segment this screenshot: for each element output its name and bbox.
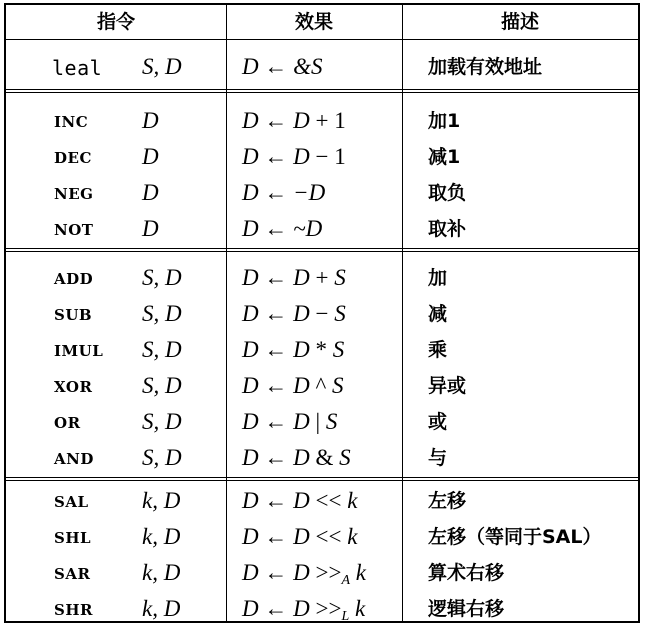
operands: k, D — [142, 524, 181, 549]
operands: k, D — [142, 488, 181, 513]
effect: D ← $D >>_L$ k — [242, 596, 366, 624]
effect: D ← $D >>_A$ k — [242, 560, 366, 588]
description: 左移（等同于SAL） — [428, 526, 602, 548]
table-row — [6, 49, 638, 85]
table-header — [6, 5, 638, 40]
description: 加1 — [428, 110, 461, 132]
effect: D ← D << k — [242, 524, 358, 549]
opcode: SAL — [54, 493, 89, 511]
table-row — [6, 591, 638, 627]
table-row — [6, 440, 638, 476]
opcode: IMUL — [54, 342, 104, 360]
table-row — [6, 175, 638, 211]
opcode: SAR — [54, 565, 91, 583]
effect: D ← D − 1 — [242, 144, 346, 169]
description: 左移 — [428, 490, 467, 512]
header-instruction: 指令 — [96, 11, 135, 33]
effect: D ← D ^ S — [242, 373, 344, 398]
description: 或 — [428, 411, 448, 433]
operands: D — [142, 108, 159, 133]
operands: S, D — [142, 373, 182, 398]
effect: D ← D << k — [242, 488, 358, 513]
opcode: leal — [52, 56, 103, 80]
table-row — [6, 404, 638, 440]
operands: k, D — [142, 596, 181, 621]
effect: D ← −D — [242, 180, 326, 205]
effect: D ← D + 1 — [242, 108, 346, 133]
effect: D ← D + S — [242, 265, 346, 290]
description: 加 — [428, 267, 448, 289]
operands: D — [142, 180, 159, 205]
opcode: SHL — [54, 529, 92, 547]
description: 加载有效地址 — [428, 56, 543, 78]
effect: D ← &S — [242, 54, 323, 79]
description: 取补 — [428, 218, 467, 240]
header-description: 描述 — [500, 11, 539, 33]
table-row — [6, 519, 638, 555]
operands: S, D — [142, 409, 182, 434]
effect: D ← D | S — [242, 409, 338, 434]
operands: S, D — [142, 54, 182, 79]
section-separator — [6, 477, 638, 481]
description: 与 — [428, 447, 448, 469]
table-row — [6, 483, 638, 519]
description: 取负 — [428, 182, 467, 204]
operands: D — [142, 144, 159, 169]
effect: D ← D − S — [242, 301, 346, 326]
section-separator — [6, 89, 638, 93]
opcode: NOT — [54, 221, 94, 239]
opcode: SUB — [54, 306, 93, 324]
table-row — [6, 139, 638, 175]
description: 逻辑右移 — [428, 598, 505, 620]
opcode: DEC — [54, 149, 92, 167]
operands: D — [142, 216, 159, 241]
table-row — [6, 211, 638, 247]
opcode: XOR — [54, 378, 93, 396]
operands: S, D — [142, 445, 182, 470]
description: 减1 — [428, 146, 461, 168]
opcode: SHR — [54, 601, 93, 619]
opcode: ADD — [54, 270, 94, 288]
opcode: AND — [54, 450, 94, 468]
description: 减 — [428, 303, 448, 325]
operands: S, D — [142, 337, 182, 362]
operands: S, D — [142, 265, 182, 290]
operands: k, D — [142, 560, 181, 585]
header-effect: 效果 — [294, 11, 333, 33]
effect: D ← ~D — [242, 216, 323, 241]
description: 算术右移 — [428, 562, 505, 584]
effect: D ← D * S — [242, 337, 345, 362]
description: 乘 — [428, 339, 448, 361]
table-row — [6, 260, 638, 296]
operands: S, D — [142, 301, 182, 326]
opcode: OR — [54, 414, 81, 432]
opcode: INC — [54, 113, 89, 131]
description: 异或 — [428, 375, 467, 397]
table-row — [6, 103, 638, 139]
table-row — [6, 332, 638, 368]
table-row — [6, 555, 638, 591]
effect: D ← D & S — [242, 445, 351, 470]
table-row — [6, 296, 638, 332]
opcode: NEG — [54, 185, 94, 203]
instruction-table — [4, 3, 640, 623]
table-row — [6, 368, 638, 404]
section-separator — [6, 248, 638, 252]
